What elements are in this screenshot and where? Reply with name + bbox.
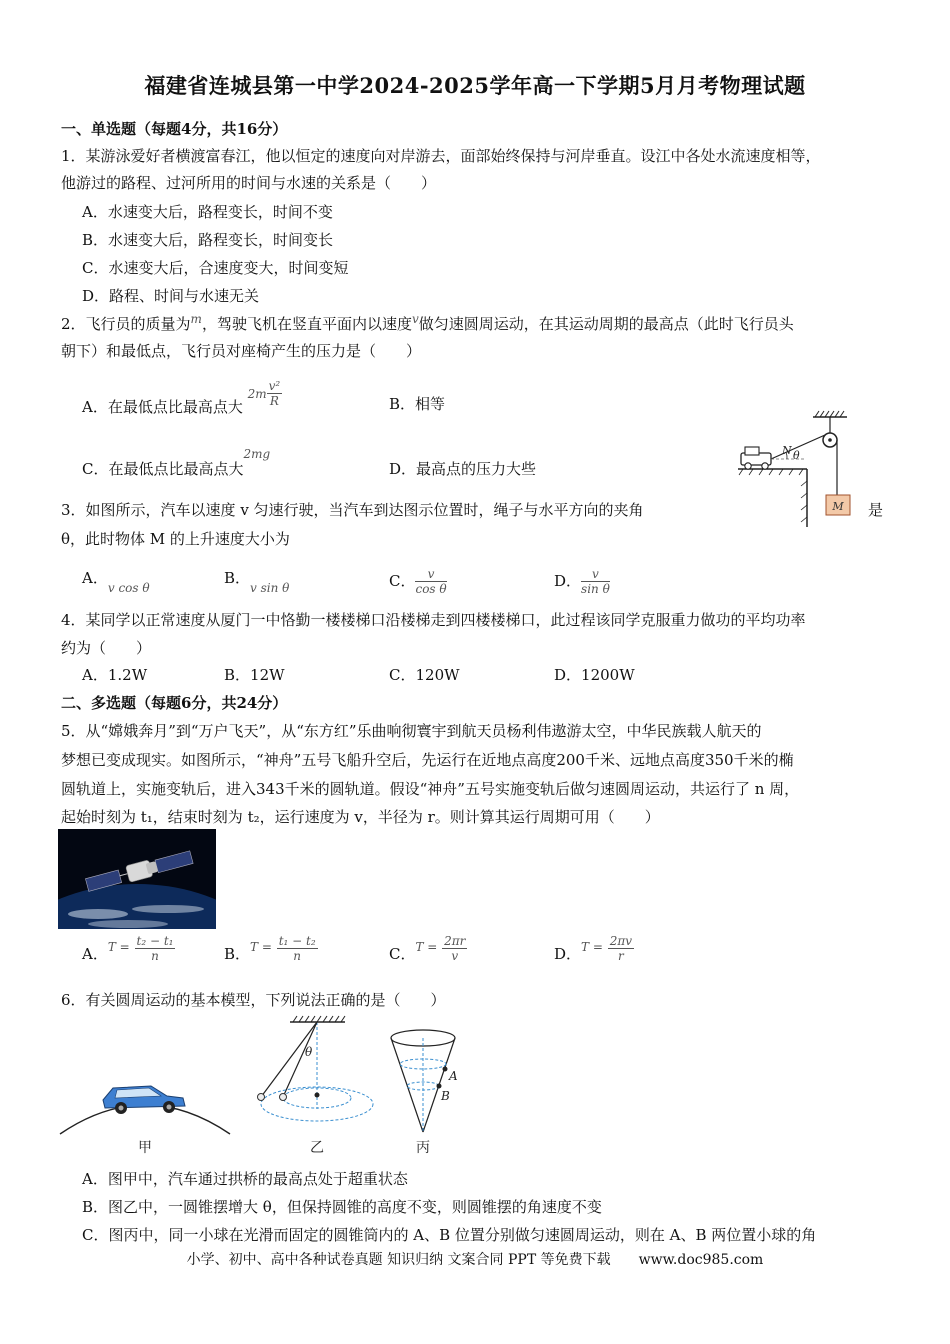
page-title: 福建省连城县第一中学2024-2025学年高一下学期5月月考物理试题	[144, 73, 806, 98]
q5-option-b: B．$^{T =}$ $\frac{\text{t₁ − t₂}}{n}$	[224, 934, 316, 963]
page-footer: 小学、初中、高中各种试卷真题 知识归纳 文案合同 PPT 等免费下载 www.doc985.com	[186, 1252, 764, 1268]
q5-stem-line4: 起始时刻为 t₁，结束时刻为 t₂，运行速度为 v，半径为 r。则计算其运行周期可用（ ）	[61, 808, 660, 826]
q5-stem-line1: 5．从“嫦娥奔月”到“万户飞天”，从“东方红”乐曲响彻寰宇到航天员杨利伟遨游太空，中华民族载人航天的	[61, 722, 762, 740]
q3-fig-theta-label: θ	[793, 449, 800, 462]
q2-option-c: C．在最低点比最高点大$^{2mg}$	[82, 447, 271, 478]
q1-option-c: C．水速变大后，合速度变大，时间变短	[82, 259, 349, 277]
section-heading-multi-choice: 二、多选题（每题6分，共24分）	[61, 694, 288, 712]
q3-fig-M-label: M	[832, 500, 844, 513]
fig-yi-theta: θ	[305, 1045, 313, 1059]
q3-option-a: A．$_{v cos \theta}$	[82, 569, 150, 595]
fig-label-jia: 甲	[138, 1140, 152, 1156]
fig-bing-A: A	[449, 1069, 458, 1083]
q4-option-c: C．120W	[389, 666, 460, 684]
q6-option-b: B．图乙中，一圆锥摆增大 θ，但保持圆锥的高度不变，则圆锥摆的角速度不变	[82, 1198, 602, 1216]
q1-option-a: A．水速变大后，路程变长，时间不变	[82, 203, 333, 221]
q3-option-c: C． $\frac{v}{\text{cos θ}}$	[389, 567, 447, 596]
q2-stem-line2: 朝下）和最低点，飞行员对座椅产生的压力是（ ）	[61, 342, 422, 360]
q4-stem-line1: 4．某同学以正常速度从厦门一中恪勤一楼楼梯口沿楼梯走到四楼楼梯口，此过程该同学克服重力做功的平均功率	[61, 611, 806, 629]
q4-option-b: B．12W	[224, 666, 285, 684]
q5-option-c: C．$^{T =}$ $\frac{2\pi r}{v}$	[389, 934, 466, 963]
q2-stem-line1: 2．飞行员的质量为$^m$，驾驶飞机在竖直平面内以速度$^v$做匀速圆周运动，在其运动周期的最高点（此时飞行员头	[61, 312, 794, 333]
q2-option-b: B．相等	[389, 395, 446, 413]
q6-option-a: A．图甲中，汽车通过拱桥的最高点处于超重状态	[82, 1170, 408, 1188]
q3-option-d: D． $\frac{v}{\text{sin θ}}$	[554, 567, 610, 596]
fig-label-bing: 丙	[416, 1140, 430, 1156]
q1-stem-line1: 1．某游泳爱好者横渡富春江，他以恒定的速度向对岸游去，面部始终保持与河岸垂直。设江中各处水流速度相等，	[61, 147, 821, 165]
q1-option-d: D．路程、时间与水速无关	[82, 287, 260, 305]
q3-stem-line1-end: 是	[868, 501, 884, 519]
q3-stem-line1: 3．如图所示，汽车以速度 v 匀速行驶，当汽车到达图示位置时，绳子与水平方向的夹角	[61, 501, 644, 519]
q4-stem-line2: 约为（ ）	[61, 639, 152, 657]
q2-option-d: D．最高点的压力大些	[389, 460, 537, 478]
spacecraft-earth-photo	[58, 829, 216, 929]
q3-option-b: B．$_{v sin \theta}$	[224, 569, 290, 595]
q5-stem-line2: 梦想已变成现实。如图所示，“神舟”五号飞船升空后，先运行在近地点高度200千米、远地点高度350千米的椭	[61, 751, 794, 769]
fig-bing-B: B	[441, 1089, 450, 1103]
q2-option-a: A．在最低点比最高点大 2m $\frac{\text{v²}}{R}$	[82, 379, 281, 416]
q4-option-d: D．1200W	[554, 666, 635, 684]
q1-stem-line2: 他游过的路程、过河所用的时间与水速的关系是（ ）	[61, 174, 437, 192]
q5-option-a: A．$^{T =}$ $\frac{\text{t₂ − t₁}}{n}$	[82, 934, 174, 963]
q5-stem-line3: 圆轨道上，实施变轨后，进入343千米的圆轨道。假设“神舟”五号实施变轨后做匀速圆周运动，共运行了 n 周，	[61, 780, 800, 798]
q6-circular-motion-figures	[55, 1014, 495, 1159]
fig-label-yi: 乙	[310, 1140, 324, 1156]
q6-option-c: C．图丙中，同一小球在光滑而固定的圆锥筒内的 A、B 位置分别做匀速圆周运动，则在 A、B 两位置小球的角	[82, 1226, 817, 1244]
q3-stem-line2: θ，此时物体 M 的上升速度大小为	[61, 530, 290, 548]
q4-option-a: A．1.2W	[82, 666, 148, 684]
q5-option-d: D．$^{T =}$ $\frac{2\pi v}{r}$	[554, 934, 632, 963]
q3-pulley-figure	[735, 405, 870, 530]
q6-stem: 6．有关圆周运动的基本模型，下列说法正确的是（ ）	[61, 991, 446, 1009]
q1-option-b: B．水速变大后，路程变长，时间变长	[82, 231, 334, 249]
section-heading-single-choice: 一、单选题（每题4分，共16分）	[61, 120, 288, 138]
q3-fig-N-label: N	[782, 444, 792, 457]
